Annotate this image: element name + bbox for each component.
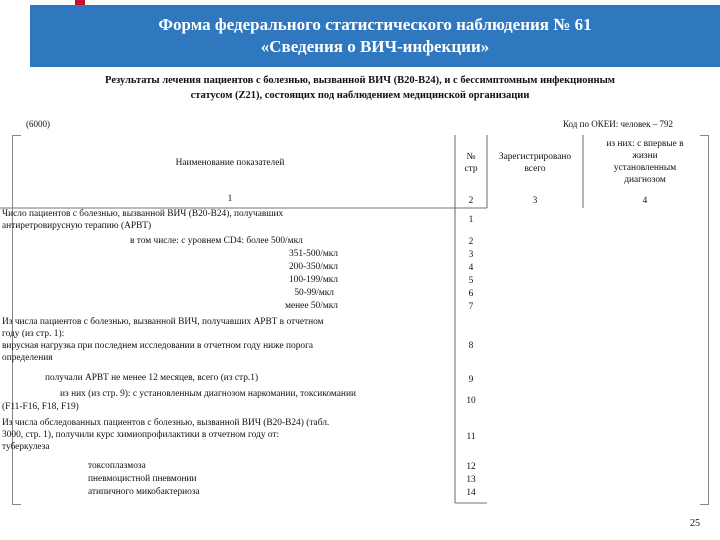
column-header-name: Наименование показателей xyxy=(175,158,285,168)
column-header-num-line-1: № xyxy=(466,152,476,162)
row-10-label-line-1: из них (из стр. 9): с установленным диагнозом наркомании, токсикомании xyxy=(60,389,356,399)
table-code: (6000) xyxy=(26,119,50,129)
column-header-registered-line-1: Зарегистрировано xyxy=(498,152,572,162)
row-14-number: 14 xyxy=(466,488,476,498)
row-1-number: 1 xyxy=(468,215,474,225)
column-number-1: 1 xyxy=(227,194,233,204)
column-header-first-time-line-2: жизни xyxy=(632,151,658,161)
column-header-registered-line-2: всего xyxy=(524,164,546,174)
row-11-number: 11 xyxy=(466,432,476,442)
row-2-number: 2 xyxy=(468,237,474,247)
column-header-num-line-2: стр xyxy=(464,164,478,174)
row-12-number: 12 xyxy=(466,462,476,472)
row-11-label-line-2: 3000, стр. 1), получили курс химиопрофилактики в отчетном году от: xyxy=(2,430,280,440)
row-4-label: 200-350/мкл xyxy=(288,262,338,272)
column-number-2: 2 xyxy=(468,196,474,206)
row-5-number: 5 xyxy=(468,276,474,286)
row-6-number: 6 xyxy=(468,289,474,299)
row-8-label-line-1: Из числа пациентов с болезнью, вызванной ВИЧ, получавших АРВТ в отчетном xyxy=(2,317,324,327)
okei-code: Код по ОКЕИ: человек – 792 xyxy=(563,119,674,129)
row-1-label-line-2: антиретровирусную терапию (АРВТ) xyxy=(2,221,152,231)
column-header-first-time-line-4: диагнозом xyxy=(624,175,666,185)
row-9-number: 9 xyxy=(468,375,474,385)
row-13-number: 13 xyxy=(466,475,476,485)
row-3-number: 3 xyxy=(468,250,474,260)
row-8-label-line-4: определения xyxy=(2,353,53,363)
title-line-1: Форма федерального статистического наблюдения № 61 xyxy=(158,15,592,34)
subtitle-line-2: статусом (Z21), состоящих под наблюдением медицинской организации xyxy=(190,90,530,101)
row-5-label: 100-199/мкл xyxy=(288,275,338,285)
column-header-first-time-line-3: установленным xyxy=(613,163,677,173)
subtitle-line-1: Результаты лечения пациентов с болезнью, вызванной ВИЧ (В20-В24), и с бессимптомным инфекционным xyxy=(105,75,615,86)
row-12-label: токсоплазмоза xyxy=(88,461,146,471)
row-1-label-line-1: Число пациентов с болезнью, вызванной ВИЧ (В20-В24), получавших xyxy=(2,209,284,219)
column-number-3: 3 xyxy=(532,196,538,206)
column-number-4: 4 xyxy=(642,196,648,206)
row-11-label-line-1: Из числа обследованных пациентов с болезнью, вызванной ВИЧ (В20-В24) (табл. xyxy=(2,418,330,428)
row-4-number: 4 xyxy=(468,263,474,273)
table-right-bracket xyxy=(700,135,709,505)
column-header-first-time-line-1: из них: с впервые в xyxy=(606,139,684,149)
row-8-label-line-3: вирусная нагрузка при последнем исследовании в отчетном году ниже порога xyxy=(2,341,314,351)
page-number: 25 xyxy=(690,518,700,529)
row-8-label-line-2: году (из стр. 1): xyxy=(2,329,65,339)
row-2-label: в том числе: с уровнем CD4: более 500/мкл xyxy=(130,236,303,246)
row-13-label: пневмоцистной пневмонии xyxy=(88,474,197,484)
row-14-label: атипичного микобактериоза xyxy=(88,487,200,497)
row-8-number: 8 xyxy=(468,341,474,351)
row-3-label: 351-500/мкл xyxy=(288,249,338,259)
row-7-number: 7 xyxy=(468,302,474,312)
row-9-label: получали АРВТ не менее 12 месяцев, всего (из стр.1) xyxy=(45,373,259,383)
row-7-label: менее 50/мкл xyxy=(285,301,338,311)
row-11-label-line-3: туберкулеза xyxy=(2,442,50,452)
title-line-2: «Сведения о ВИЧ-инфекции» xyxy=(260,37,490,56)
row-10-label-line-2: (F11-F16, F18, F19) xyxy=(2,402,79,412)
row-6-label: 50-99/мкл xyxy=(294,288,334,298)
row-10-number: 10 xyxy=(466,396,476,406)
